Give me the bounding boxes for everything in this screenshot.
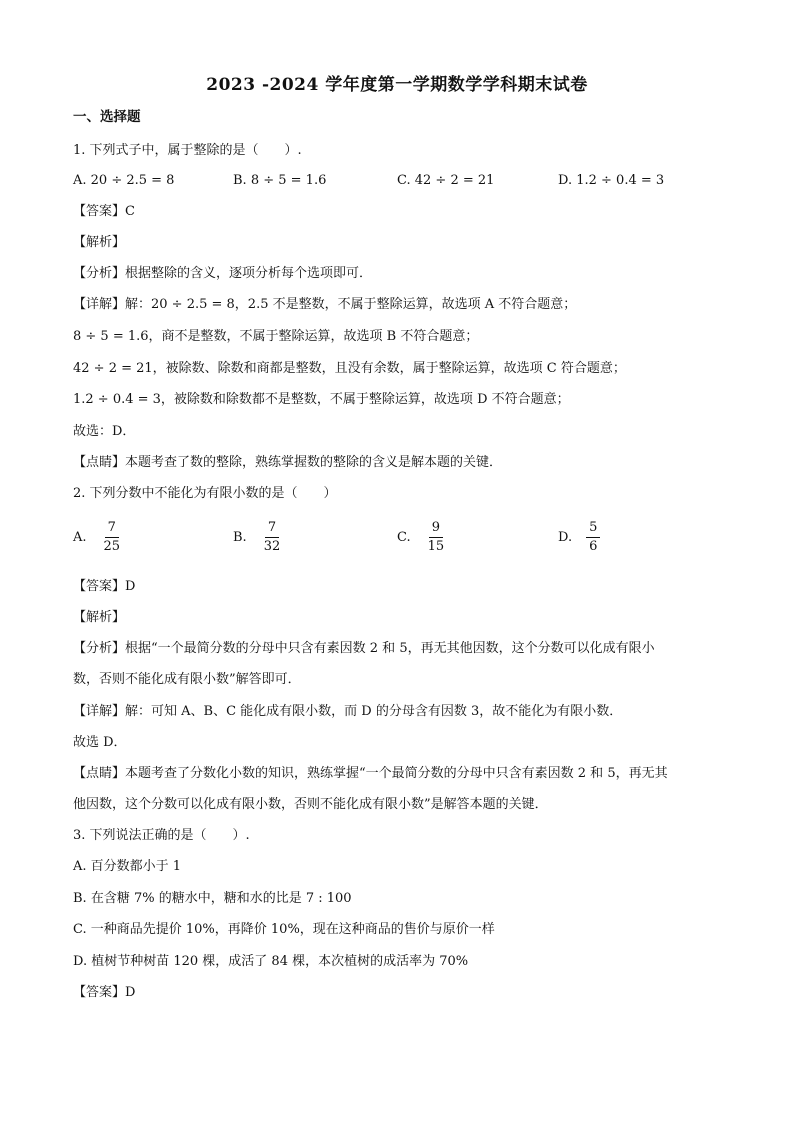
fraction xyxy=(425,520,448,555)
page-title: 2023 -2024 学年度第一学期数学学科期末试卷 xyxy=(206,75,588,95)
question-1-stem: 1. 下列式子中，属于整除的是（ ）. xyxy=(73,143,302,158)
q2-fenxi-line: 数，否则不能化成有限小数”解答即可． xyxy=(73,672,301,687)
q1-answer: 【答案】C xyxy=(73,204,135,219)
q1-option-c: C. 42 ÷ 2 = 21 xyxy=(397,173,495,188)
fraction-denominator: 6 xyxy=(589,539,598,554)
q3-option-a: A. 百分数都小于 1 xyxy=(73,859,182,874)
q2-detail-line: 故选 D． xyxy=(73,735,127,750)
fraction-numerator: 9 xyxy=(429,520,443,538)
fraction-numerator: 5 xyxy=(586,520,600,538)
q2-option-a xyxy=(73,520,123,555)
q1-option-d: D. 1.2 ÷ 0.4 = 3 xyxy=(558,173,665,188)
q2-comment-line: 他因数，这个分数可以化成有限小数，否则不能化成有限小数”是解答本题的关键． xyxy=(73,797,548,812)
q1-detail-line: 42 ÷ 2 = 21，被除数、除数和商都是整数，且没有余数，属于整除运算，故选项 C 符合题意； xyxy=(73,361,626,376)
q2-option-label: D. xyxy=(558,530,573,545)
q2-option-c xyxy=(397,520,447,555)
q2-analysis-label: 【解析】 xyxy=(73,610,126,625)
section-heading: 一、选择题 xyxy=(73,109,141,125)
q3-answer: 【答案】D xyxy=(73,985,136,1000)
q2-option-label: C. xyxy=(397,530,411,545)
q1-detail-line: 故选：D． xyxy=(73,424,136,439)
q1-detail-line: 1.2 ÷ 0.4 = 3，被除数和除数都不是整数，不属于整除运算，故选项 D 不符合题意； xyxy=(73,392,570,407)
q1-detail-line: 【详解】解：20 ÷ 2.5 = 8，2.5 不是整数，不属于整除运算，故选项 A 不符合题意； xyxy=(73,297,577,312)
q1-option-b: B. 8 ÷ 5 = 1.6 xyxy=(233,173,327,188)
question-2-stem: 2. 下列分数中不能化为有限小数的是（ ） xyxy=(73,486,337,501)
q3-option-c: C. 一种商品先提价 10%，再降价 10%，现在这种商品的售价与原价一样 xyxy=(73,922,495,937)
q1-fenxi: 【分析】根据整除的含义，逐项分析每个选项即可． xyxy=(73,266,373,281)
fraction-denominator: 32 xyxy=(263,539,281,554)
q2-detail-line: 【详解】解：可知 A、B、C 能化成有限小数，而 D 的分母含有因数 3，故不能化为有限小数． xyxy=(73,704,623,719)
q2-option-label: A. xyxy=(73,530,87,545)
fraction-numerator: 7 xyxy=(105,520,119,538)
q1-analysis-label: 【解析】 xyxy=(73,235,126,250)
fraction-denominator: 25 xyxy=(103,539,121,554)
q2-option-b xyxy=(233,520,283,555)
q2-answer: 【答案】D xyxy=(73,579,136,594)
q1-option-a: A. 20 ÷ 2.5 = 8 xyxy=(73,173,175,188)
fraction xyxy=(586,520,600,555)
q2-option-d xyxy=(558,520,600,555)
q2-option-label: B. xyxy=(233,530,247,545)
fraction xyxy=(261,520,284,555)
q1-comment: 【点睛】本题考查了数的整除，熟练掌握数的整除的含义是解本题的关键． xyxy=(73,455,503,470)
question-3-stem: 3. 下列说法正确的是（ ）. xyxy=(73,828,250,843)
q3-option-b: B. 在含糖 7% 的糖水中，糖和水的比是 7 : 100 xyxy=(73,891,352,906)
q2-comment-line: 【点睛】本题考查了分数化小数的知识，熟练掌握“一个最简分数的分母中只含有素因数 2 和 5，再无其 xyxy=(73,766,668,781)
fraction-numerator: 7 xyxy=(265,520,279,538)
q2-fenxi-line: 【分析】根据“一个最简分数的分母中只含有素因数 2 和 5，再无其他因数，这个分数可以化成有限小 xyxy=(73,641,655,656)
fraction-denominator: 15 xyxy=(427,539,445,554)
q1-detail-line: 8 ÷ 5 = 1.6，商不是整数，不属于整除运算，故选项 B 不符合题意； xyxy=(73,329,479,344)
q3-option-d: D. 植树节种树苗 120 棵，成活了 84 棵，本次植树的成活率为 70% xyxy=(73,954,469,969)
fraction xyxy=(101,520,124,555)
